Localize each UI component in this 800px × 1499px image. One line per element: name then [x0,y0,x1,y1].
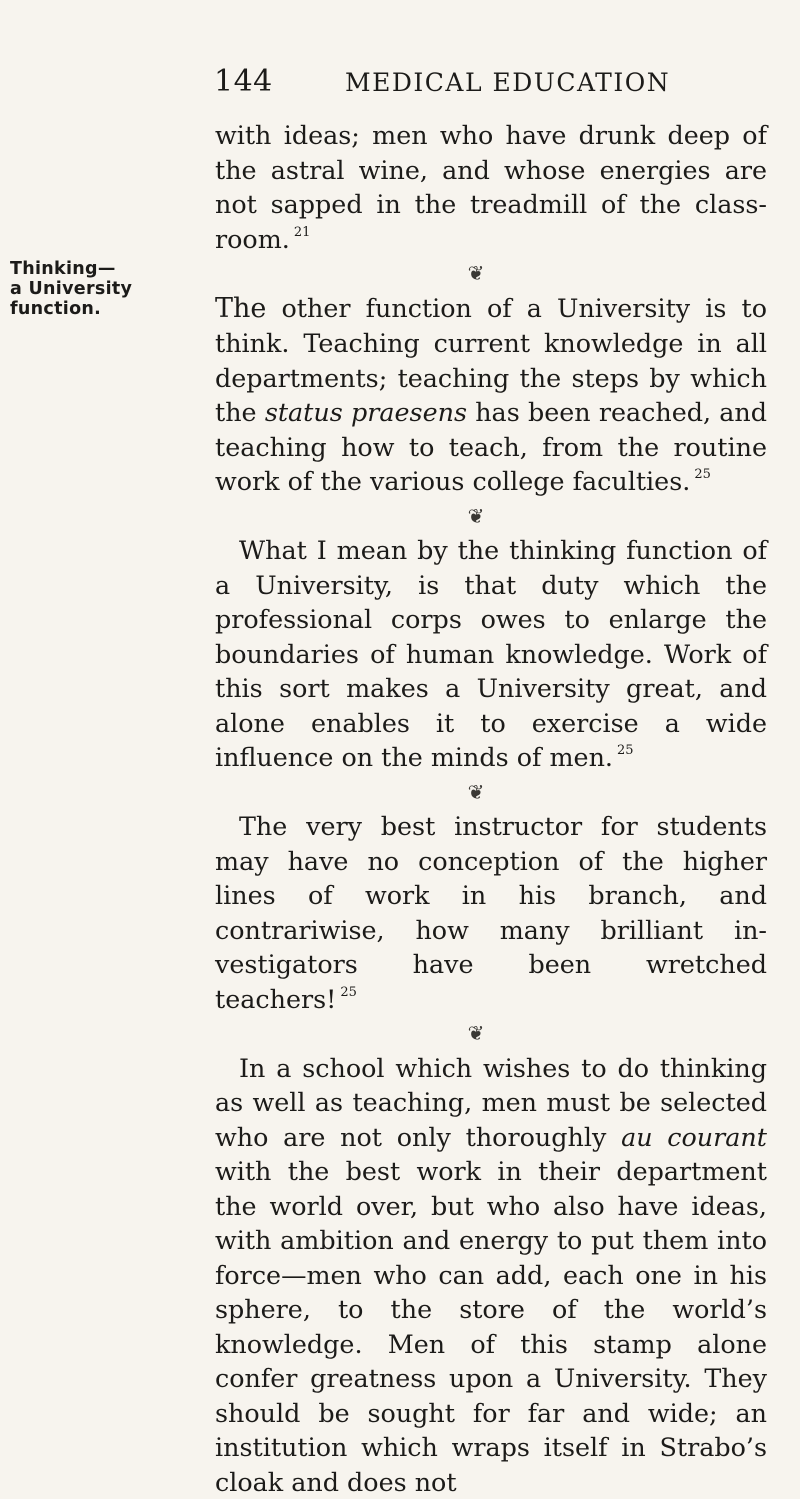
margin-note [10,259,200,319]
italic-phrase: au courant [621,1122,767,1152]
ornament-icon: ❦ [185,499,767,534]
footnote-ref: 25 [617,743,634,758]
margin-note-line: Thinking— [10,259,200,279]
paragraph [215,1051,767,1499]
running-head: MEDICAL EDUCATION [345,68,670,97]
footnote-ref: 21 [294,225,311,240]
paragraph-text: other function of a University is to think. Teaching current knowledge in all departments; teaching the steps by which the [215,293,767,428]
ornament-icon: ❦ [185,775,767,810]
paragraph-text: What I mean by the thinking function of a University, is that duty which the professional corps owes to enlarge the boundaries of human knowledge. Work of this sort makes a University great, and alone enables it to exercise a wide influence on the minds of men. [215,535,767,772]
paragraph-text: with the best work in their department the world over, but who also have ideas, with ambition and energy to put them into force—men who can add, each one in his sphere, to the store of the world’s knowledge. Men of this stamp alone confer greatness upon a University. They should be sought for far and wide; an institution which wraps itself in Strabo’s cloak and does not [215,1156,767,1497]
footnote-ref: 25 [340,985,357,1000]
ornament-icon: ❦ [185,1016,767,1051]
paragraph-text: In a school which wishes to do thinking as well as teaching, men must be selected who are not only thoroughly [215,1053,767,1152]
paragraph-lead-word: The [215,293,266,324]
margin-note-line: function. [10,299,200,319]
margin-note-line: a University [10,279,200,299]
paragraph [215,809,767,1016]
paragraph [215,291,767,499]
ornament-icon: ❦ [185,256,767,291]
paragraph-text: has been reached, and teaching how to teach, from the routine work of the various college faculties. [215,397,767,496]
paragraph [215,533,767,775]
page-number: 144 [214,64,273,99]
footnote-ref: 25 [694,467,711,482]
italic-phrase: status praesens [265,397,467,427]
body-text [215,118,767,1499]
paragraph [215,118,767,256]
page-header [0,64,800,104]
paragraph-text: with ideas; men who have drunk deep of the astral wine, and whose energies are not sapped in the treadmill of the class-room. [215,120,767,254]
paragraph-text: The very best instructor for students may have no conception of the higher lines of work in his branch, and contrariwise, how many brilliant in-vestigators have been wretched teachers! [215,811,767,1014]
